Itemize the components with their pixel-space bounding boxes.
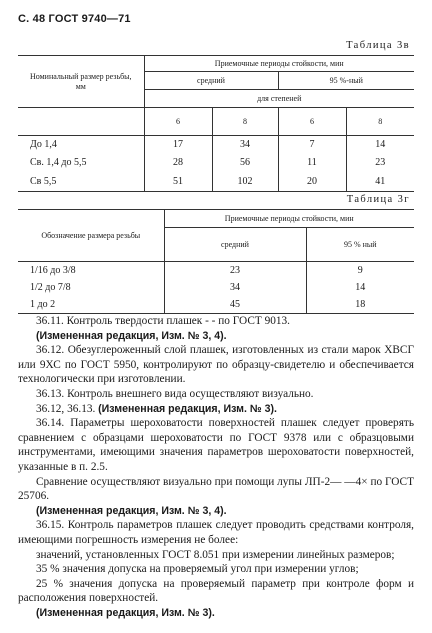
row-label: До 1,4: [30, 139, 57, 151]
cell: 20: [278, 172, 346, 192]
table-3g-group-header: Приемочные периоды стойкости, мин: [164, 210, 414, 228]
table-3v-sub-95: 95 %-ный: [278, 72, 414, 90]
page-header: С. 48 ГОСТ 9740—71: [18, 13, 131, 25]
cell: 7: [278, 136, 346, 154]
paragraph: 25 % значения допуска на проверяемый параметр при контроле форм и расположения поверхностей.: [18, 577, 414, 605]
table-3g-sub-95: 95 % ный: [306, 228, 414, 262]
table-3v-degree: 8: [346, 108, 414, 136]
cell: 9: [306, 262, 414, 279]
table-3g: [18, 209, 414, 314]
row-label: 1 до 2: [18, 296, 164, 314]
paragraph: 35 % значения допуска на проверяемый угол при измерении углов;: [36, 563, 359, 576]
cell: 23: [346, 154, 414, 172]
cell: 23: [164, 262, 306, 279]
row-label: 1/2 до 7/8: [30, 281, 71, 293]
paragraph-ref: 36.12, 36.13.: [36, 402, 99, 415]
cell: 41: [346, 172, 414, 192]
paragraph: 36.15. Контроль параметров плашек следует проводить средствами контроля, имеющими погрешность измерения не более:: [18, 519, 414, 546]
cell: 56: [212, 154, 278, 172]
row-label: Св. 1,4 до 5,5: [30, 157, 87, 168]
paragraph: значений, установленных ГОСТ 8.051 при измерении линейных размеров;: [36, 548, 395, 561]
table-3v-stub-header: Номинальный размер резьбы, мм: [18, 56, 144, 108]
paragraph: Сравнение осуществляют визуально при помощи лупы ЛП-2— —4× по ГОСТ 25706.: [18, 475, 414, 503]
table-3v-degree: 6: [144, 108, 212, 136]
table-3g-caption: Таблица 3г: [346, 194, 410, 205]
paragraph: 36.12. Обезуглероженный слой плашек, изготовленных из стали марок ХВСГ или 9ХС по ГОСТ 5950, контролируют по образцу-свидетелю и обеспечивается технологически при изготовлении.: [18, 344, 414, 386]
cell: 11: [278, 154, 346, 172]
table-3v-degree: 8: [212, 108, 278, 136]
table-3v-degree-header: для степеней: [144, 90, 414, 108]
revision-note: (Измененная редакция, Изм. № 3).: [98, 402, 277, 415]
table-row: [18, 172, 414, 192]
cell: 34: [212, 136, 278, 154]
table-row: [18, 154, 414, 172]
paragraph: 36.13. Контроль внешнего вида осуществляют визуально.: [36, 387, 314, 400]
paragraph: 36.14. Параметры шероховатости поверхностей плашек следует проверять сравнением с образцами шероховатости по ГОСТ 9378 или с образцовыми инструментами, имеющими значения параметров шероховатости поверхностей, указанные в п. 2.5.: [18, 417, 414, 473]
table-row: [18, 279, 414, 296]
table-row: [18, 296, 414, 314]
cell: 18: [306, 296, 414, 314]
table-3v-degree: 6: [278, 108, 346, 136]
table-3v: [18, 55, 414, 192]
table-3v-group-header: Приемочные периоды стойкости, мин: [144, 56, 414, 72]
paragraph: [18, 402, 414, 417]
cell: 102: [212, 172, 278, 192]
body-text: [18, 314, 414, 620]
table-3g-stub-header: Обозначение размера резьбы: [18, 210, 164, 262]
revision-note: (Измененная редакция, Изм. № 3, 4).: [36, 329, 227, 342]
paragraph: 36.11. Контроль твердости плашек - - по ГОСТ 9013.: [36, 315, 291, 327]
table-row: [18, 262, 414, 279]
cell: 17: [144, 136, 212, 154]
cell: 14: [346, 136, 414, 154]
table-3g-sub-medium: средний: [164, 228, 306, 262]
cell: 28: [144, 154, 212, 172]
table-row: [18, 136, 414, 154]
cell: 34: [164, 279, 306, 296]
table-3v-caption: Таблица 3в: [346, 40, 410, 51]
cell: 51: [144, 172, 212, 192]
row-label: 1/16 до 3/8: [30, 264, 76, 276]
revision-note: (Измененная редакция, Изм. № 3).: [36, 606, 215, 619]
revision-note: (Измененная редакция, Изм. № 3, 4).: [36, 504, 227, 517]
table-3v-sub-medium: средний: [144, 72, 278, 90]
cell: 14: [306, 279, 414, 296]
row-label: Св 5,5: [18, 172, 144, 192]
cell: 45: [164, 296, 306, 314]
